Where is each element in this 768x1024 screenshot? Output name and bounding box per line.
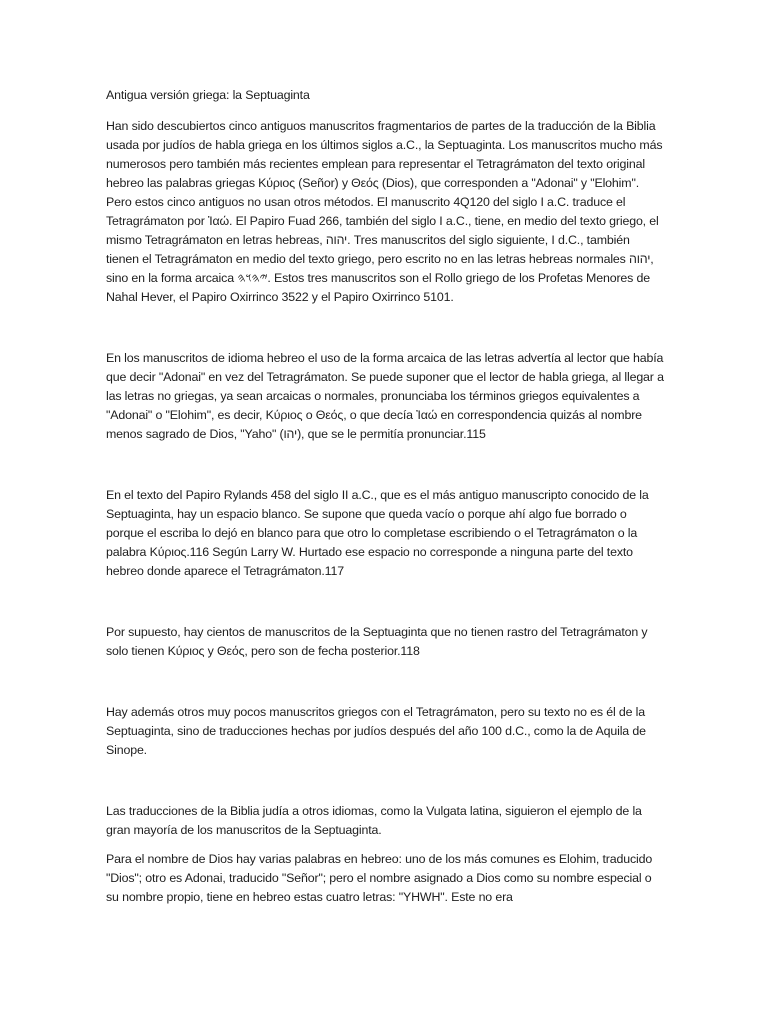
paragraph-later-manuscripts: Por supuesto, hay cientos de manuscritos de la Septuaginta que no tienen rastro del Tetragrámaton y solo tienen Κύριος y Θεός, pero son de fecha posterior.118 bbox=[106, 625, 648, 658]
paragraph-names-of-god: Para el nombre de Dios hay varias palabras en hebreo: uno de los más comunes es Elohim, traducido "Dios"; otro es Adonai, traducido "Señor"; pero el nombre asignado a Dios como su nombre especial o su nombre propio, tiene en hebreo estas cuatro letras: "YHWH". Este no era bbox=[106, 852, 653, 904]
paragraph-septuagint-manuscripts: Han sido descubiertos cinco antiguos manuscritos fragmentarios de partes de la traducción de la Biblia usada por judíos de habla griega en los últimos siglos a.C., la Septuaginta. Los manuscritos mucho más numerosos pero también más recientes emplean para representar el Tetragrámaton del texto original hebreo las palabras griegas Κύριος (Señor) y Θεός (Dios), que corresponden a "Adonai" y "Elohim". Pero estos cinco antiguos no usan otros métodos. El manuscrito 4Q120 del siglo I a.C. traduce el Tetragrámaton por Ἰαώ. El Papiro Fuad 266, también del siglo I a.C., tiene, en medio del texto griego, el mismo Tetragrámaton en letras hebreas, יהוה. Tres manuscritos del siglo siguiente, I d.C., también tienen el Tetragrámaton en medio del texto griego, pero escrito no en las letras hebreas normales יהוה, sino en la forma arcaica 𐤉𐤄𐤅𐤄. Estos tres manuscritos son el Rollo griego de los Profetas Menores de Nahal Hever, el Papiro Oxirrinco 3522 y el Papiro Oxirrinco 5101. bbox=[106, 119, 663, 304]
paragraph-rylands-papyrus: En el texto del Papiro Rylands 458 del siglo II a.C., que es el más antiguo manuscripto conocido de la Septuaginta, hay un espacio blanco. Se supone que queda vacío o porque ahí algo fue borrado o porque el escriba lo dejó en blanco para que otro lo completase escribiendo o el Tetragrámaton o la palabra Κύριος.116 Según Larry W. Hurtado ese espacio no corresponde a ninguna parte del texto hebreo donde aparece el Tetragrámaton.117 bbox=[106, 488, 649, 578]
paragraph-aquila-translation: Hay además otros muy pocos manuscritos griegos con el Tetragrámaton, pero su texto no es él de la Septuaginta, sino de traducciones hechas por judíos después del año 100 d.C., como la de Aquila de Sinope. bbox=[106, 705, 646, 757]
document-page bbox=[106, 86, 664, 907]
document-title: Antigua versión griega: la Septuaginta bbox=[106, 88, 310, 102]
paragraph-archaic-letters: En los manuscritos de idioma hebreo el uso de la forma arcaica de las letras advertía al lector que había que decir "Adonai" en vez del Tetragrámaton. Se puede suponer que el lector de habla griega, al llegar a las letras no griegas, ya sean arcaicas o normales, pronunciaba los términos griegos equivalentes a "Adonai" o "Elohim", es decir, Κύριος o Θεός, o que decía Ἰαώ en correspondencia quizás al nombre menos sagrado de Dios, "Yaho" (יהו), que se le permitía pronunciar.115 bbox=[106, 351, 664, 441]
paragraph-vulgate: Las traducciones de la Biblia judía a otros idiomas, como la Vulgata latina, siguieron el ejemplo de la gran mayoría de los manuscritos de la Septuaginta. bbox=[106, 804, 642, 837]
